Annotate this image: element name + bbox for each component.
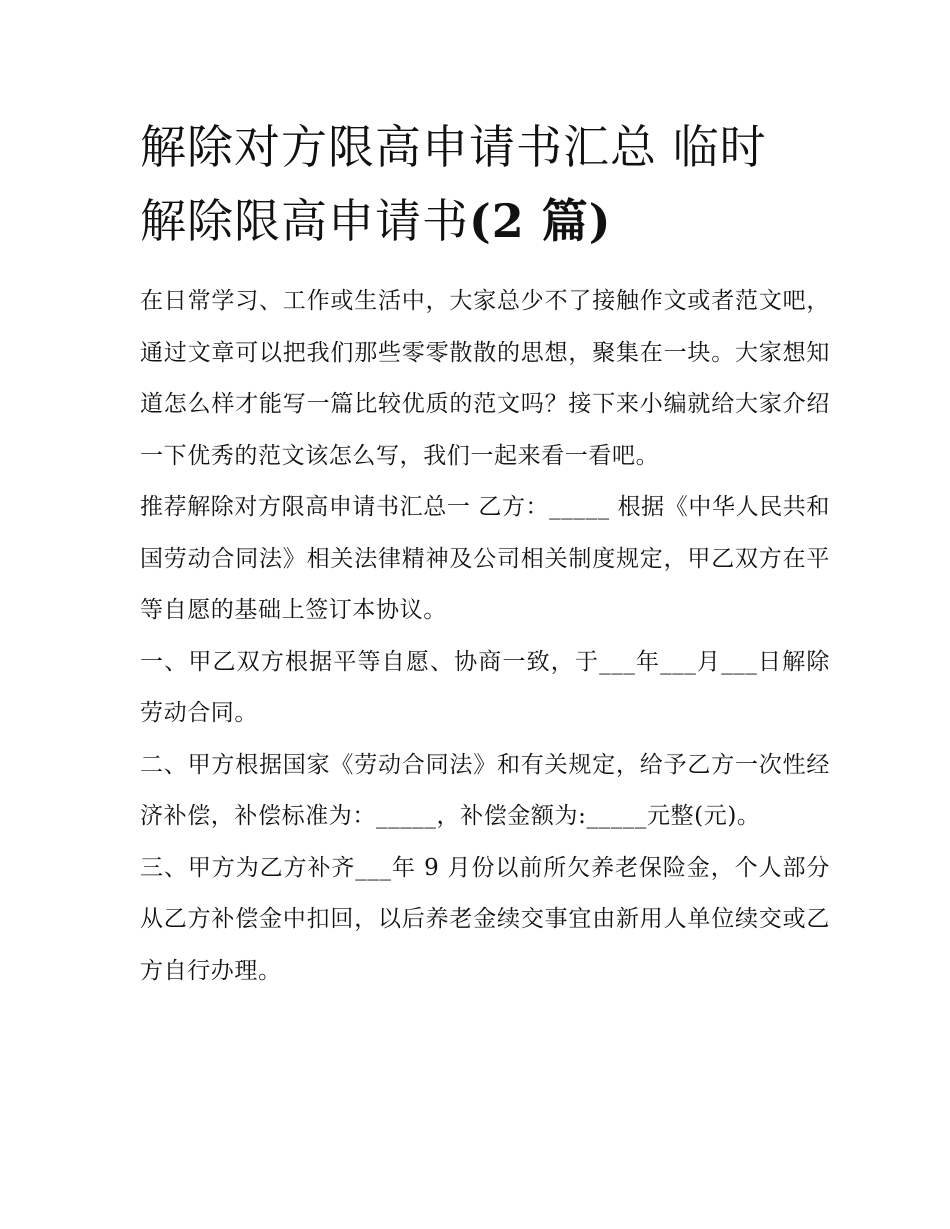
clause-2-paragraph: 二、甲方根据国家《劳动合同法》和有关规定，给予乙方一次性经济补偿，补偿标准为：_____，补偿金额为:_____元整(元)。: [140, 751, 830, 829]
document-body: [140, 276, 830, 997]
title-line-2: 解除限高申请书: [140, 194, 469, 248]
clause-3-paragraph: 三、甲方为乙方补齐___年 9 月份以前所欠养老保险金，个人部分从乙方补偿金中扣回，以后养老金续交事宜由新用人单位续交或乙方自行办理。: [140, 854, 830, 984]
title-line-1: 解除对方限高申请书汇总 临时: [140, 120, 767, 174]
document-title: [140, 110, 830, 258]
clause-1-paragraph: 一、甲乙双方根据平等自愿、协商一致，于___年___月___日解除劳动合同。: [140, 648, 830, 726]
agreement-paragraph: 推荐解除对方限高申请书汇总一 乙方：_____ 根据《中华人民共和国劳动合同法》相关法律精神及公司相关制度规定，甲乙双方在平等自愿的基础上签订本协议。: [140, 494, 830, 623]
title-count: (2 篇): [469, 194, 612, 248]
intro-paragraph: 在日常学习、工作或生活中，大家总少不了接触作文或者范文吧，通过文章可以把我们那些零零散散的思想，聚集在一块。大家想知道怎么样才能写一篇比较优质的范文吗？接下来小编就给大家介绍一下优秀的范文该怎么写，我们一起来看一看吧。: [140, 288, 830, 469]
